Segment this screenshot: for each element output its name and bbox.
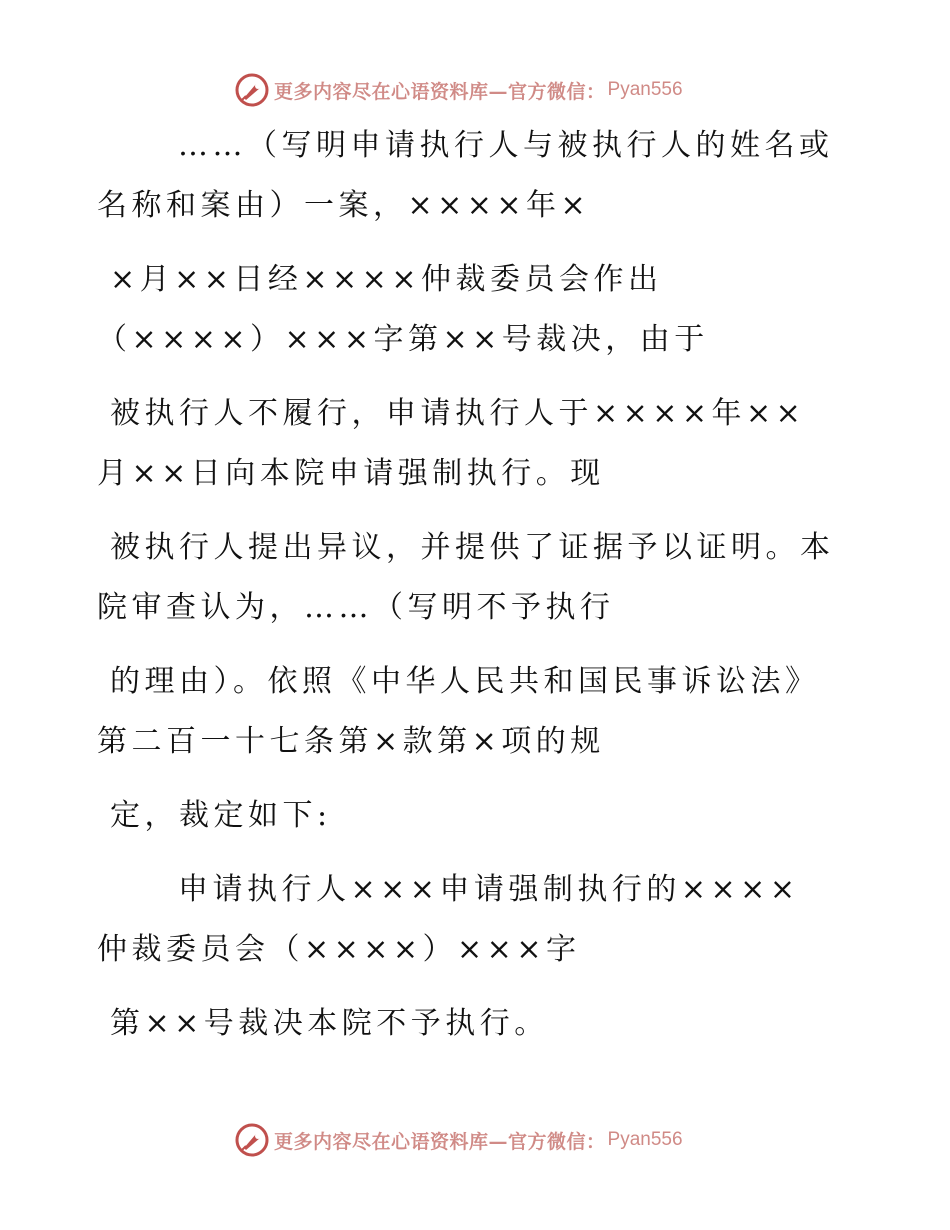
watermark-wechat-id: Pyan556 [607,79,683,100]
text-line: ×月××日经××××仲裁委员会作出 [110,262,663,297]
pen-nib-logo-icon [234,72,270,108]
text-line: 仲裁委员会（××××）×××字 [97,932,581,967]
text-line: 名称和案由）一案，××××年× [97,188,591,223]
text-line: 申请执行人×××申请强制执行的×××× [178,872,800,907]
pen-nib-logo-icon [234,1122,270,1158]
text-line: ……（写明申请执行人与被执行人的姓名或 [178,128,834,163]
watermark-text: 更多内容尽在心语资料库—官方微信： [274,80,606,103]
text-line: 被执行人提出异议，并提供了证据予以证明。本 [110,530,835,565]
text-line: 被执行人不履行，申请执行人于××××年×× [110,396,806,431]
text-line: 的理由）。依照《中华人民共和国民事诉讼法》 [110,664,820,699]
watermark-wechat-id: Pyan556 [607,1129,683,1150]
header-watermark [234,72,683,108]
text-line: 第××号裁决本院不予执行。 [110,1006,549,1041]
text-line: 定，裁定如下: [110,798,332,833]
text-line: 院审查认为，……（写明不予执行 [97,590,615,625]
text-line: 月××日向本院申请强制执行。现 [97,456,605,491]
footer-watermark [234,1122,683,1158]
text-line: 第二百一十七条第×款第×项的规 [97,724,605,759]
text-line: （××××）×××字第××号裁决，由于 [97,322,709,357]
watermark-text: 更多内容尽在心语资料库—官方微信： [274,1130,606,1153]
